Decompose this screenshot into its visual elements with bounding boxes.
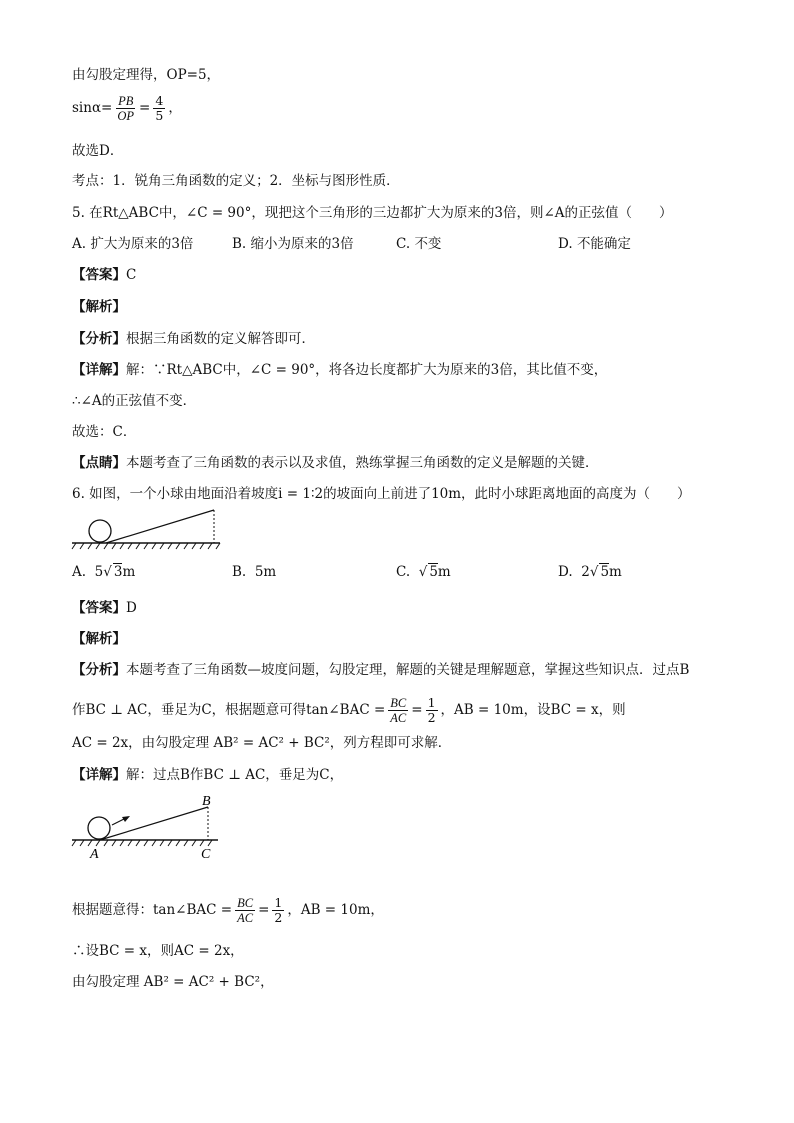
option-b: B. 缩小为原来的3倍 <box>232 236 354 252</box>
answer-line: 【答案】C <box>72 267 137 283</box>
ball-icon <box>89 520 111 542</box>
fraction: $\frac{BC}{AC}$ <box>390 696 407 725</box>
option-d: D. 2√ 5m <box>558 564 622 580</box>
fraction: $\frac{BC}{AC}$ <box>237 896 254 925</box>
analysis-line: 作BC ⊥ AC，垂足为C，根据题意可得tan∠BAC = $\frac{BC}{AC}$ = $\frac{1}{2}$ ，AB = 10m，设BC = x，则 <box>72 695 626 725</box>
question-stem: 5. 在Rt△ABC中，∠C = 90°，现把这个三角形的三边都扩大为原来的3倍，则∠A的正弦值（ ） <box>72 205 673 221</box>
question-stem: 6. 如图，一个小球由地面沿着坡度i = 1∶2的坡面向上前进了10m，此时小球距离地面的高度为（ ） <box>72 486 691 502</box>
fraction: $\frac{1}{2}$ <box>427 695 436 725</box>
fraction: $\frac{1}{2}$ <box>274 895 283 925</box>
step-line: 由勾股定理 AB² = AC² + BC²， <box>72 974 274 990</box>
option-a: A. 扩大为原来的3倍 <box>72 236 194 252</box>
point-label: A <box>90 847 99 862</box>
sin-formula: sinα= $\frac{PB}{OP}$ = $\frac{4}{5}$ ， <box>72 93 182 123</box>
fraction: $\frac{4}{5}$ <box>155 93 164 123</box>
option-c: C. 不变 <box>396 236 442 252</box>
answer-line: 【答案】D <box>72 600 137 616</box>
analysis-line: AC = 2x，由勾股定理 AB² = AC² + BC²，列方程即可求解． <box>72 735 452 751</box>
slope-figure <box>70 505 230 553</box>
step-line: ∴设BC = x，则AC = 2x， <box>72 943 244 959</box>
point-label: B <box>202 794 211 809</box>
analysis-heading: 【解析】 <box>72 631 126 647</box>
text-line: 故选：C． <box>72 424 137 440</box>
point-label: C <box>201 847 211 862</box>
text-line: 故选D． <box>72 143 124 159</box>
text-line: ∴∠A的正弦值不变． <box>72 393 197 409</box>
analysis-line: 【分析】根据三角函数的定义解答即可． <box>72 331 315 347</box>
text-line: 由勾股定理得，OP=5， <box>72 67 221 83</box>
detail-line: 【详解】解：∵Rt△ABC中，∠C = 90°，将各边长度都扩大为原来的3倍，其比值不变， <box>72 362 608 378</box>
option-d: D. 不能确定 <box>558 236 631 252</box>
detail-line: 【详解】解：过点B作BC ⊥ AC，垂足为C， <box>72 767 344 783</box>
step-line: 根据题意得：tan∠BAC = $\frac{BC}{AC}$ = $\frac{1}{2}$ ，AB = 10m， <box>72 895 384 925</box>
comment-line: 【点睛】本题考查了三角函数的表示以及求值，熟练掌握三角函数的定义是解题的关键． <box>72 455 599 471</box>
triangle-figure <box>70 795 230 865</box>
text-line: 考点：1．锐角三角函数的定义；2．坐标与图形性质． <box>72 173 400 189</box>
analysis-line: 【分析】本题考查了三角函数—坡度问题，勾股定理，解题的关键是理解题意，掌握这些知识点．过点B <box>72 662 690 678</box>
option-b: B. 5m <box>232 564 277 580</box>
analysis-heading: 【解析】 <box>72 299 126 315</box>
option-a: A. 5√ 3m <box>72 564 136 580</box>
option-c: C. √ 5m <box>396 564 451 580</box>
ball-icon <box>88 817 110 839</box>
fraction: $\frac{PB}{OP}$ <box>117 94 135 123</box>
